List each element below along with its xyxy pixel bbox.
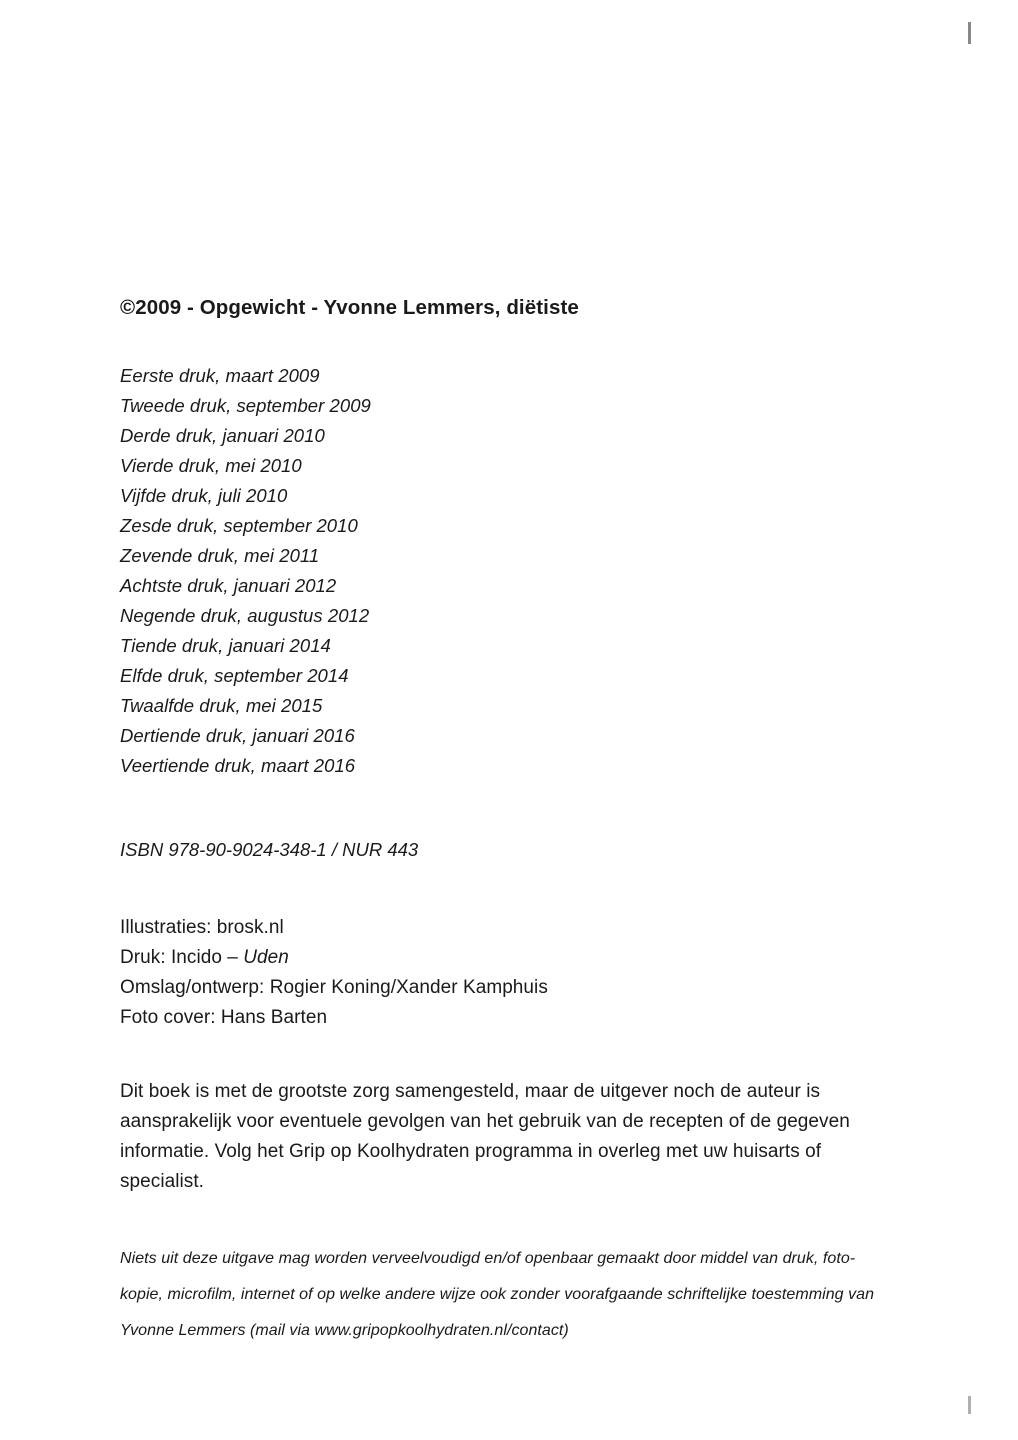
scanner-tick-bottom-right: [968, 1396, 971, 1414]
list-item: Veertiende druk, maart 2016: [120, 754, 356, 776]
page-title: ©2009 - Opgewicht - Yvonne Lemmers, diëtiste: [120, 296, 579, 319]
list-item: Negende druk, augustus 2012: [120, 604, 370, 626]
list-item: Vierde druk, mei 2010: [120, 454, 302, 476]
credit-printer-label: Druk: Incido –: [120, 946, 244, 968]
credit-printer-city: Uden: [243, 946, 289, 968]
list-item: Achtste druk, januari 2012: [120, 574, 337, 596]
printing-history-list: [120, 361, 910, 781]
list-item: Zevende druk, mei 2011: [120, 544, 320, 566]
list-item: Eerste druk, maart 2009: [120, 364, 320, 386]
credit-illustrations: Illustraties: brosk.nl: [120, 916, 284, 938]
list-item: Elfde druk, september 2014: [120, 664, 349, 686]
list-item: Twaalfde druk, mei 2015: [120, 694, 323, 716]
credit-printer: [120, 943, 910, 973]
legal-notice-paragraph: Niets uit deze uitgave mag worden verveelvoudigd en/of openbaar gemaakt door middel van druk, foto-kopie, microfilm, internet of op welke andere wijze ook zonder voorafgaande schriftelijke toestemming van Yvonne Lemmers (mail via www.gripopkoolhydraten.nl/contact): [120, 1249, 875, 1339]
credit-cover-photo: Foto cover: Hans Barten: [120, 1006, 328, 1028]
isbn-line: ISBN 978-90-9024-348-1 / NUR 443: [120, 838, 419, 860]
list-item: Vijfde druk, juli 2010: [120, 484, 288, 506]
list-item: Tweede druk, september 2009: [120, 394, 371, 416]
list-item: Zesde druk, september 2010: [120, 514, 358, 536]
disclaimer-paragraph: Dit boek is met de grootste zorg samengesteld, maar de uitgever noch de auteur is aansprakelijk voor eventuele gevolgen van het gebruik van de recepten of de gegeven informatie. Volg het Grip op Koolhydraten programma in overleg met uw huisarts of specialist.: [120, 1080, 850, 1192]
list-item: Tiende druk, januari 2014: [120, 634, 331, 656]
colophon-block: [120, 296, 910, 1349]
list-item: Dertiende druk, januari 2016: [120, 724, 355, 746]
credits-list: [120, 913, 910, 1033]
list-item: Derde druk, januari 2010: [120, 424, 325, 446]
scanner-tick-top-right: [968, 22, 971, 44]
credit-cover-design: Omslag/ontwerp: Rogier Koning/Xander Kamphuis: [120, 976, 548, 998]
